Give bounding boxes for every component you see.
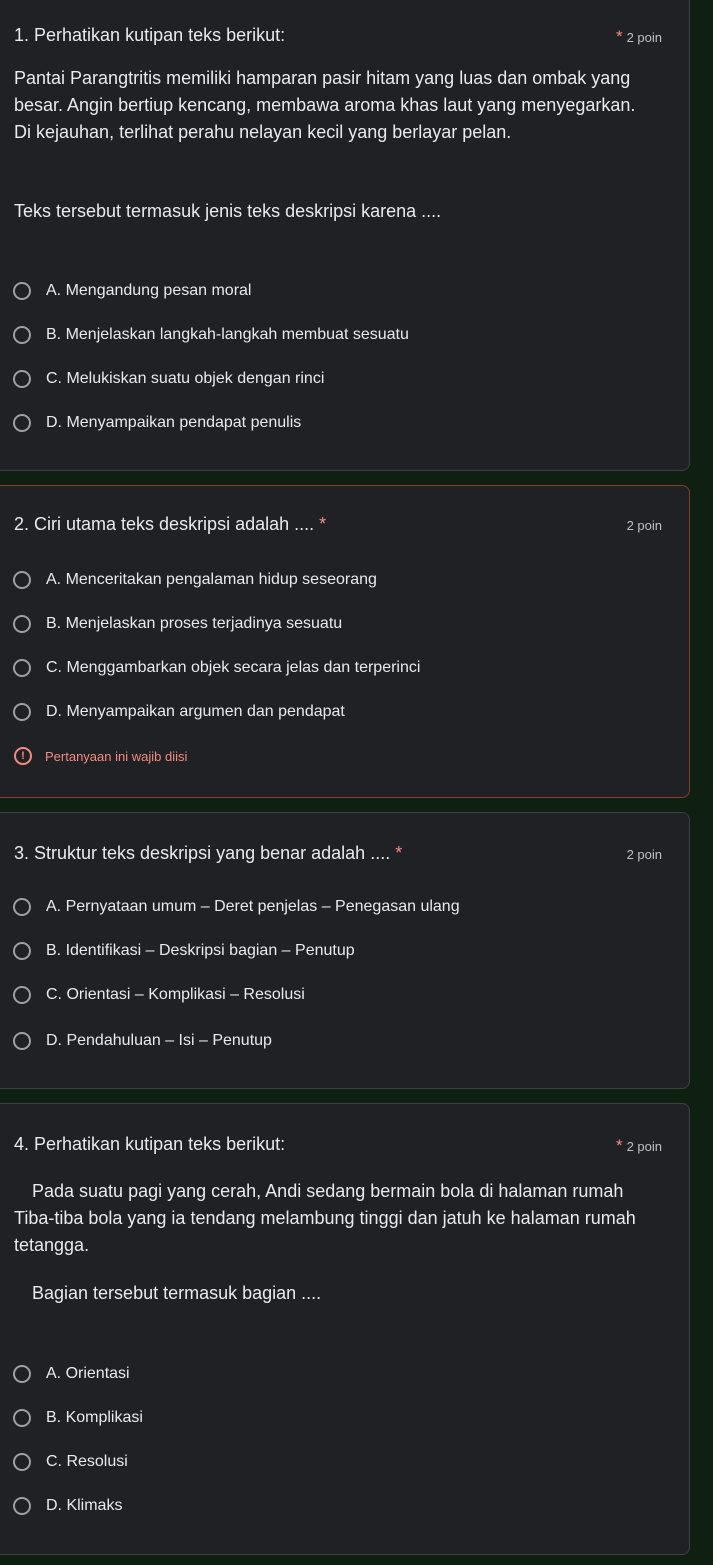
question-card-3 <box>0 812 690 1089</box>
radio-button[interactable] <box>13 571 31 589</box>
option-label: A. Pernyataan umum – Deret penjelas – Penegasan ulang <box>46 898 460 915</box>
points-label: 2 poin <box>626 847 662 862</box>
required-mark: * <box>615 27 623 46</box>
radio-button[interactable] <box>13 703 31 721</box>
radio-button[interactable] <box>13 1032 31 1050</box>
radio-button[interactable] <box>13 1365 31 1383</box>
question-card-1 <box>0 0 690 471</box>
radio-button[interactable] <box>13 326 31 344</box>
points-value: 2 poin <box>626 1139 662 1154</box>
option-label: D. Pendahuluan – Isi – Penutup <box>46 1032 272 1049</box>
question-title-text: 3. Struktur teks deskripsi yang benar adalah .... <box>14 843 391 863</box>
option-label: D. Menyampaikan pendapat penulis <box>46 414 302 431</box>
radio-button[interactable] <box>13 1409 31 1427</box>
option-a[interactable] <box>13 1362 130 1386</box>
radio-button[interactable] <box>13 282 31 300</box>
question-card-4 <box>0 1103 690 1555</box>
option-c[interactable] <box>13 1450 128 1474</box>
option-label: B. Menjelaskan proses terjadinya sesuatu <box>46 615 343 632</box>
question-card-2 <box>0 485 690 798</box>
option-a[interactable] <box>13 568 377 592</box>
question-title-text: 2. Ciri utama teks deskripsi adalah .... <box>14 514 315 534</box>
option-label: C. Menggambarkan objek secara jelas dan terperinci <box>46 659 421 676</box>
radio-button[interactable] <box>13 1453 31 1471</box>
required-mark: * <box>615 1136 623 1155</box>
question-prompt: Bagian tersebut termasuk bagian .... <box>32 1283 322 1303</box>
question-title <box>14 514 326 535</box>
required-mark: * <box>395 843 403 863</box>
option-c[interactable] <box>13 367 324 391</box>
option-label: A. Orientasi <box>46 1365 130 1382</box>
radio-button[interactable] <box>13 986 31 1004</box>
option-b[interactable] <box>13 323 409 347</box>
radio-button[interactable] <box>13 898 31 916</box>
option-label: B. Komplikasi <box>46 1409 143 1426</box>
option-label: D. Menyampaikan argumen dan pendapat <box>46 703 345 720</box>
points-label <box>616 1136 662 1156</box>
option-b[interactable] <box>13 612 342 636</box>
radio-button[interactable] <box>13 370 31 388</box>
points-label: 2 poin <box>626 518 662 533</box>
option-label: C. Orientasi – Komplikasi – Resolusi <box>46 986 305 1003</box>
option-label: A. Menceritakan pengalaman hidup seseorang <box>46 571 377 588</box>
option-label: A. Mengandung pesan moral <box>46 282 252 299</box>
radio-button[interactable] <box>13 414 31 432</box>
validation-error <box>14 747 187 765</box>
option-label: D. Klimaks <box>46 1497 123 1514</box>
option-d[interactable] <box>13 1494 122 1518</box>
question-title: 4. Perhatikan kutipan teks berikut: <box>14 1134 286 1154</box>
option-label: B. Menjelaskan langkah-langkah membuat sesuatu <box>46 326 409 343</box>
question-title <box>14 843 402 864</box>
option-b[interactable] <box>13 1406 143 1430</box>
radio-button[interactable] <box>13 1497 31 1515</box>
radio-button[interactable] <box>13 942 31 960</box>
option-label: B. Identifikasi – Deskripsi bagian – Penutup <box>46 942 355 959</box>
question-passage: Pada suatu pagi yang cerah, Andi sedang bermain bola di halaman rumah Tiba-tiba bola yang ia tendang melambung tinggi dan jatuh ke halaman rumah tetangga. <box>14 1181 636 1255</box>
error-icon: ! <box>14 747 32 765</box>
option-c[interactable] <box>13 983 305 1007</box>
option-a[interactable] <box>13 895 460 919</box>
radio-button[interactable] <box>13 659 31 677</box>
required-mark: * <box>319 514 327 534</box>
option-a[interactable] <box>13 279 251 303</box>
question-passage: Pantai Parangtritis memiliki hamparan pasir hitam yang luas dan ombak yang besar. Angin bertiup kencang, membawa aroma khas laut yang menyegarkan. Di kejauhan, terlihat perahu nelayan kecil yang berlayar pelan. <box>14 68 636 142</box>
radio-button[interactable] <box>13 615 31 633</box>
option-label: C. Melukiskan suatu objek dengan rinci <box>46 370 325 387</box>
option-label: C. Resolusi <box>46 1453 128 1470</box>
error-message: Pertanyaan ini wajib diisi <box>45 748 188 764</box>
points-value: 2 poin <box>626 30 662 45</box>
option-d[interactable] <box>13 1029 272 1053</box>
option-b[interactable] <box>13 939 355 963</box>
option-c[interactable] <box>13 656 420 680</box>
option-d[interactable] <box>13 700 345 724</box>
option-d[interactable] <box>13 411 301 435</box>
points-label <box>616 27 662 47</box>
question-prompt: Teks tersebut termasuk jenis teks deskripsi karena .... <box>14 201 442 221</box>
question-title: 1. Perhatikan kutipan teks berikut: <box>14 25 286 45</box>
